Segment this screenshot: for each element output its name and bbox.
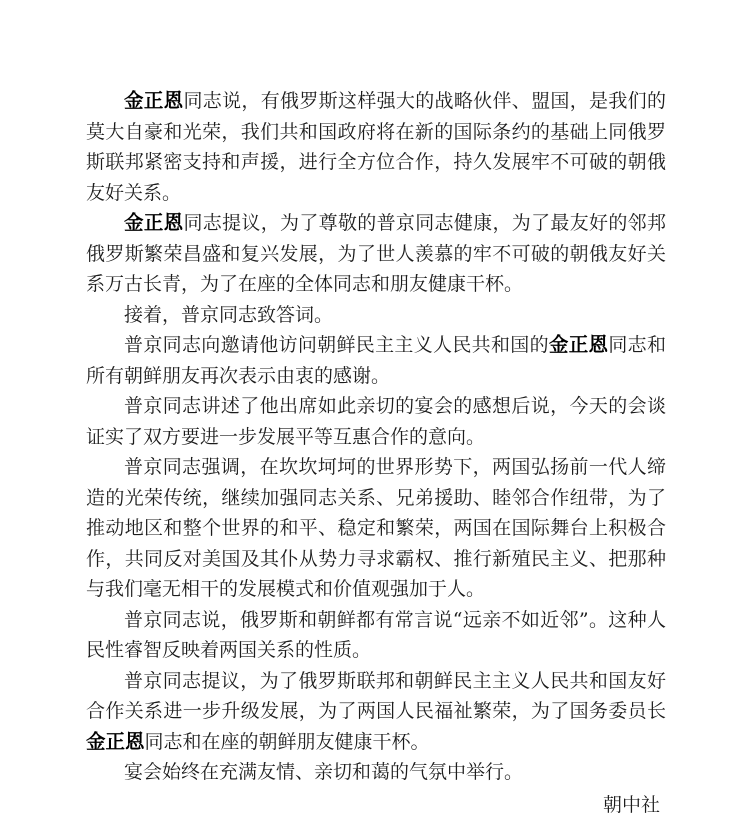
leader-name: 金正恩 [124,211,184,234]
paragraph: 金正恩同志提议，为了尊敬的普京同志健康，为了最友好的邻邦俄罗斯繁荣昌盛和复兴发展，为了世人羡慕的牢不可破的朝俄友好关系万古长青，为了在座的全体同志和朋友健康干杯。 [86,211,666,295]
paragraph: 普京同志提议，为了俄罗斯联邦和朝鲜民主主义人民共和国友好合作关系进一步升级发展，为了两国人民福祉繁荣，为了国务委员长金正恩同志和在座的朝鲜朋友健康干杯。 [86,669,666,753]
article-body [86,86,666,820]
leader-name: 金正恩 [548,333,609,356]
paragraph: 普京同志说，俄罗斯和朝鲜都有常言说“远亲不如近邻”。这种人民性睿智反映着两国关系的性质。 [86,608,666,661]
paragraph: 普京同志讲述了他出席如此亲切的宴会的感想后说，今天的会谈证实了双方要进一步发展平等互惠合作的意向。 [86,395,666,448]
paragraph: 宴会始终在充满友情、亲切和蔼的气氛中举行。 [124,761,524,783]
leader-name: 金正恩 [124,89,184,112]
leader-name: 金正恩 [86,729,145,753]
paragraph: 普京同志强调，在坎坎坷坷的世界形势下，两国弘扬前一代人缔造的光荣传统，继续加强同志关系、兄弟援助、睦邻合作纽带，为了推动地区和整个世界的和平、稳定和繁荣，两国在国际舞台上积极合作，共同反对美国及其仆从势力寻求霸权、推行新殖民主义、把那种与我们毫无相干的发展模式和价值观强加于人。 [86,456,666,600]
paragraph: 接着，普京同志致答词。 [124,303,334,326]
news-agency-signature: 朝中社 [602,793,660,816]
paragraph: 金正恩同志说，有俄罗斯这样强大的战略伙伴、盟国，是我们的莫大自豪和光荣，我们共和国政府将在新的国际条约的基础上同俄罗斯联邦紧密支持和声援，进行全方位合作，持久发展牢不可破的朝俄友好关系。 [86,89,666,204]
paragraph: 普京同志向邀请他访问朝鲜民主主义人民共和国的金正恩同志和所有朝鲜朋友再次表示由衷的感谢。 [86,333,666,387]
